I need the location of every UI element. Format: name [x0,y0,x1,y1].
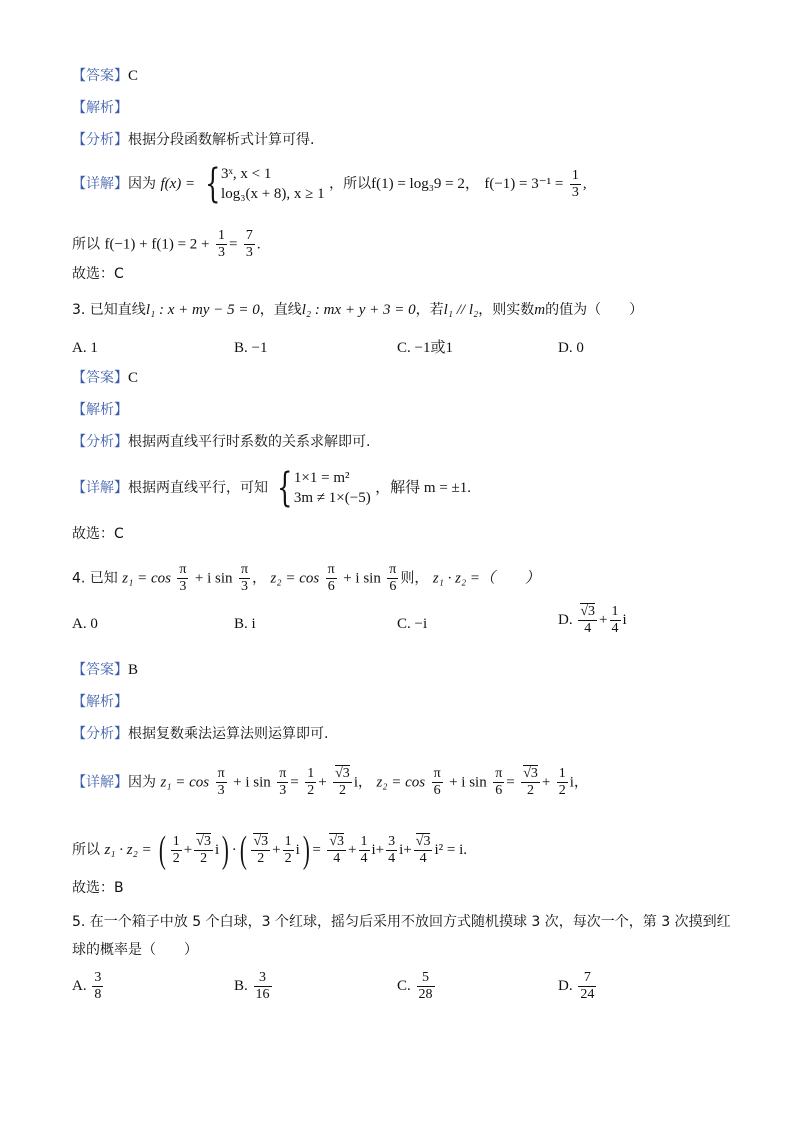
plus: + [599,611,608,628]
imag-unit: i [353,774,358,791]
option-fraction [92,970,103,1003]
numerator: 1 [611,604,619,619]
denominator: 3 [245,245,253,260]
sqrt3: √3 [580,604,596,619]
denominator: 28 [418,987,433,1002]
numerator: 3 [94,970,102,985]
frac-sqrt3-2 [333,766,352,799]
system-cases [294,468,371,508]
q3-option-d: D. 0 [558,340,584,356]
q4-option-a: A. 0 [72,616,98,632]
line-l1: l₁ : x + my − 5 = 0 [145,302,260,318]
denominator: 2 [558,783,566,798]
case-2: 3m ≠ 1×(−5) [293,490,371,506]
right-paren: ) [302,829,310,871]
xiangjie-text: 根据两直线平行，可知 [128,480,268,496]
dot: · [231,842,237,858]
q3-fenxi-line [72,432,370,452]
case-2: log₃(x + 8), x ≥ 1 [221,186,325,202]
q3-xiangjie-line [72,465,472,511]
stem-text: 球的概率是（ ） [72,942,198,958]
parallel-expr: l₁ // l₂ [443,302,479,318]
denominator: 3 [217,783,225,798]
q3-stem [72,300,643,320]
frac-pi-3 [177,562,188,595]
choose-text: 故选：C [72,526,124,542]
fenxi-tag: 【分析】 [72,726,128,742]
frac-pi-6-b [493,766,504,799]
comma: ， [357,774,372,791]
denominator: 2 [307,783,315,798]
z1-lhs: z₁ = cos [160,774,210,791]
q4-xiangjie-line [72,766,588,799]
numerator [578,604,597,621]
numerator: 1 [360,833,368,849]
choose-text: 故选：C [72,266,124,282]
z2-lhs: z₂ = cos [270,570,320,587]
xiangjie-tag: 【详解】 [72,176,128,192]
q4-stem [72,562,540,595]
option-fraction [254,970,272,1003]
numerator: 1 [172,833,180,849]
numerator: 3 [388,833,396,849]
q5-option-d [558,970,598,1003]
q3-answer-line [72,368,138,388]
q5-option-a [72,970,105,1003]
plus: + [375,842,385,858]
sqrt3: √3 [335,766,350,781]
xiangjie-tag: 【详解】 [72,774,128,791]
answer-tag: 【答案】 [72,662,128,678]
z2-lhs: z₂ = cos [376,774,426,791]
numerator [333,766,352,783]
frac-1-2 [305,766,316,799]
q4-answer-line [72,660,138,680]
numerator: π [389,562,397,577]
frac-sqrt3-2 [194,834,213,867]
analysis-tag: 【解析】 [72,694,128,710]
q4-analysis-heading [72,692,128,712]
option-fraction [578,970,596,1003]
denominator: 6 [327,579,335,594]
denominator: 4 [419,850,427,866]
stem-part: 4. 已知 [72,570,118,587]
fraction-one-third [570,168,581,201]
q5-option-c [397,970,437,1003]
numerator: π [327,562,335,577]
answer-tag: 【答案】 [72,68,128,84]
numerator [194,834,213,851]
frac-pi-3-b [239,562,250,595]
denominator: 2 [172,850,180,866]
denominator: 4 [388,850,396,866]
q3-choose [72,524,124,544]
line-l2: l₂ : mx + y + 3 = 0 [301,302,416,318]
q2-fenxi-line [72,130,314,150]
sum-expr: f(−1) + f(1) = 2 + [104,236,210,253]
numerator: π [241,562,249,577]
denominator: 3 [179,579,187,594]
frac-1-2 [171,834,182,867]
imag-unit: i [622,611,627,628]
numerator: 1 [307,766,315,781]
frac-pi-6 [432,766,443,799]
line2-prefix: 所以 [72,842,100,858]
right-paren: ) [221,829,229,871]
imag-unit: i [371,842,376,858]
q4-option-d [558,604,627,637]
sqrt3: √3 [329,833,345,849]
denominator: 4 [611,621,619,636]
stem-part: ，直线 [259,302,302,318]
var-m: m [534,302,546,318]
frac-sqrt3-4 [578,604,597,637]
line2-prefix: 所以 [72,236,100,253]
f-of-x: f(x) = [160,176,196,192]
q2-answer-line [72,66,138,86]
frac-sqrt3-2-b [251,834,270,867]
piecewise-brace: { [204,161,220,207]
case-1: 3ˣ, x < 1 [221,166,272,182]
numerator: π [495,766,503,781]
q5-option-b [234,970,274,1003]
plus: + [403,842,412,858]
frac-1-2-b [283,834,294,867]
q2-sum-line: 所以 f(−1) + f(1) = 2 + $\frac{1}{3}$ = $\frac{7}{3}$ . [72,228,261,260]
stem-text: 5. 在一个箱子中放 5 个白球，3 个红球，摇匀后采用不放回方式随机摸球 3 次，每次一个，第 3 次摸到红 [72,914,731,930]
equals: = [506,774,515,791]
numerator: 1 [284,833,292,849]
q5-stem-line1 [72,912,731,932]
frac-sqrt3-2-b [521,766,540,799]
numerator [327,834,346,851]
denominator: 8 [94,987,102,1002]
frac-pi-3-b [277,766,288,799]
frac-1-4 [610,604,621,637]
piecewise-cases [221,164,325,204]
q3-option-a: A. 1 [72,340,98,356]
denominator: 3 [217,245,225,260]
answer-value: B [128,662,139,678]
analysis-tag: 【解析】 [72,100,128,116]
denominator: 6 [433,783,441,798]
f1-expr: f(1) = log₃9 = 2， [371,176,480,192]
imag-unit: i [295,842,300,858]
denominator: 3 [241,579,249,594]
imag-unit: i [399,842,404,858]
option-letter: D. [558,611,573,628]
numerator: 7 [578,970,596,987]
option-letter: C. [397,977,411,994]
numerator: 5 [417,970,435,987]
frac-1-4 [359,834,370,867]
product-lhs: z₁ · z₂ = [104,842,152,858]
frac-pi-6 [326,562,337,595]
denominator: 16 [255,987,270,1002]
q3-analysis-heading [72,400,128,420]
q4-choose [72,878,124,898]
denominator: 2 [200,850,208,866]
option-letter: A. [72,977,87,994]
numerator [521,766,540,783]
q4-product-line [72,830,467,870]
frac-sqrt3-4-b [414,834,433,867]
isin: + i sin [449,774,487,791]
numerator: π [217,766,225,781]
fenxi-tag: 【分析】 [72,132,128,148]
fenxi-tag: 【分析】 [72,434,128,450]
period: . [463,842,468,858]
isin: + i sin [343,570,381,587]
denominator: 3 [279,783,287,798]
denominator: 4 [360,850,368,866]
q3-option-b: B. −1 [234,340,268,356]
equals: = [312,842,321,858]
numerator: 7 [245,228,253,243]
comma: ， [573,774,588,791]
system-brace: { [277,465,293,511]
stem-part: 3. 已知直线 [72,302,146,318]
left-paren: ( [239,829,247,871]
stem-part: ，则实数 [478,302,535,318]
denominator: 6 [495,783,503,798]
i-squared-result: i² = i [434,842,464,858]
denominator: 2 [257,850,265,866]
plus: + [541,774,551,791]
q4-option-c: C. −i [397,616,428,632]
numerator [414,834,433,851]
frac-pi-3 [216,766,227,799]
plus: + [318,774,327,791]
result-text: ，解得 m = ±1. [375,480,472,496]
analysis-tag: 【解析】 [72,402,128,418]
denominator: 24 [580,987,595,1002]
denominator: 6 [389,579,397,594]
frac-sqrt3-4 [327,834,346,867]
product-expr: z₁ · z₂ =（ ） [432,570,541,587]
xiangjie-prefix: 因为 [128,176,156,192]
numerator: π [433,766,441,781]
case-1: 1×1 = m² [293,470,350,486]
denominator: 2 [338,783,346,798]
q4-fenxi-line [72,724,328,744]
frac-1-2-b [557,766,568,799]
equals: = [290,774,299,791]
imag-unit: i [214,842,220,858]
stem-part: 则， [400,570,429,587]
sqrt3: √3 [253,833,269,849]
xiangjie-tag: 【详解】 [72,480,128,496]
answer-value: C [128,370,139,386]
mid-text: ，所以 [329,176,372,192]
numerator [251,834,270,851]
isin: + i sin [194,570,233,587]
plus: + [183,842,193,858]
sqrt3: √3 [523,766,538,781]
q2-analysis-heading [72,98,128,118]
frac-3-4 [386,834,397,867]
option-letter: D. [558,977,573,994]
numerator: π [179,562,187,577]
z1-lhs: z₁ = cos [122,570,171,587]
q4-option-b: B. i [234,616,256,632]
denominator: 2 [284,850,292,866]
stem-part: ， [252,570,267,587]
answer-value: C [128,68,139,84]
q2-xiangjie-line: 【详解】因为 f(x) = { 3ˣ, x < 1 log₃(x + 8), x ≥ 1 ，所以f(1) = log₃9 = 2， f(−1) = 3⁻¹ = $\frac{1}{3}$ , [72,161,587,207]
denominator: 4 [584,621,592,636]
denominator: 2 [527,783,535,798]
numerator: 1 [571,167,579,183]
frac-pi-6-b [387,562,398,595]
isin: + i sin [233,774,271,791]
fenxi-text: 根据两直线平行时系数的关系求解即可. [128,434,371,450]
stem-part: 的值为（ ） [545,302,644,318]
option-letter: B. [234,977,248,994]
numerator: 3 [254,970,272,987]
denominator: 3 [571,184,579,200]
fraction-one-third-b [216,228,227,261]
numerator: 1 [217,228,225,243]
plus: + [348,842,357,858]
stem-part: ，若 [415,302,444,318]
fraction-seven-thirds [244,228,255,261]
fenxi-text: 根据分段函数解析式计算可得. [128,132,315,148]
option-fraction [417,970,435,1003]
sqrt3: √3 [196,833,211,849]
denominator: 4 [333,850,341,866]
imag-unit: i [569,774,574,791]
choose-text: 故选：B [72,880,124,896]
left-paren: ( [158,829,166,871]
plus: + [272,842,281,858]
numerator: 1 [558,766,566,781]
q3-option-c: C. −1或1 [397,340,453,356]
fm1-expr: f(−1) = 3⁻¹ = [484,176,564,192]
q5-stem-line2 [72,940,198,960]
fenxi-text: 根据复数乘法运算法则运算即可. [128,726,329,742]
numerator: π [279,766,287,781]
xiangjie-prefix: 因为 [128,774,156,791]
answer-tag: 【答案】 [72,370,128,386]
q2-choose [72,264,124,284]
sqrt3: √3 [415,833,431,849]
